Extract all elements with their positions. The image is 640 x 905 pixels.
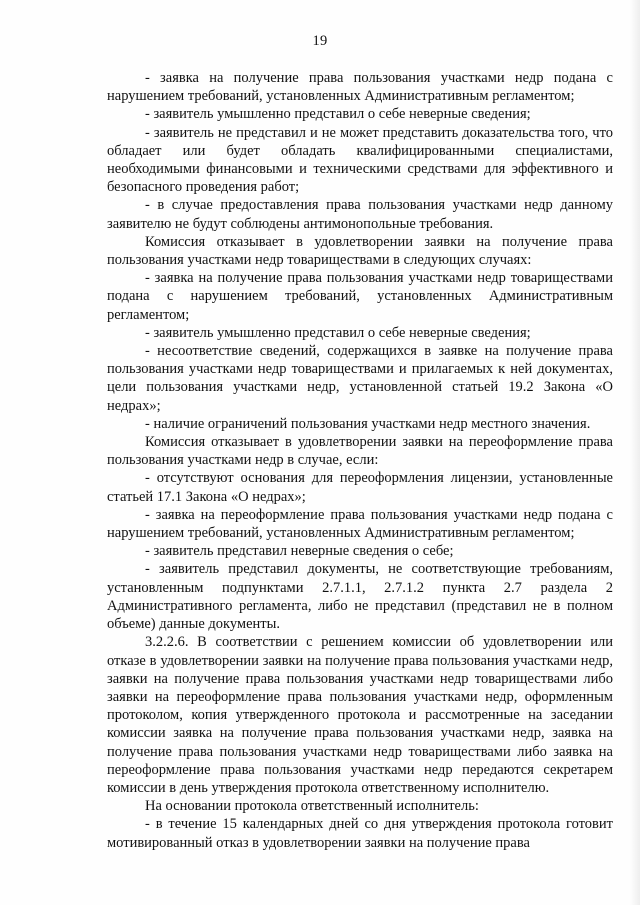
paragraph: - отсутствуют основания для переоформления лицензии, установленные статьей 17.1 Закона «О недрах»; [107,470,613,505]
paragraph: На основании протокола ответственный исполнитель: [145,798,479,815]
paragraph: - заявка на переоформление права пользования участками недр подана с нарушением требований, установленных Административным регламентом; [107,506,613,542]
page-number: 19 [312,33,328,49]
paragraph: - заявитель представил документы, не соответствующие требованиям, установленным подпунктами 2.7.1.1, 2.7.1.2 пункта 2.7 раздела 2 Административного регламента, либо не представил (представил не в полном объеме) данные документы. [107,561,613,633]
paragraph: Комиссия отказывает в удовлетворении заявки на получение права пользования участками недр товариществами в следующих случаях: [107,233,613,269]
paragraph: - заявитель представил неверные сведения о себе; [145,543,454,560]
paragraph: - заявитель умышленно представил о себе неверные сведения; [145,324,531,341]
paragraph: - в течение 15 календарных дней со дня утверждения протокола готовит мотивированный отказ в удовлетворении заявки на получение права [107,816,613,851]
page-edge-shadow [630,0,640,905]
paragraph: Комиссия отказывает в удовлетворении заявки на переоформление права пользования участками недр в случае, если: [107,434,613,469]
document-body [107,69,613,852]
paragraph: - заявитель не представил и не может представить доказательства того, что обладает или будет обладать квалифицированными специалистами, необходимыми финансовыми и техническими средствами для эффективного и безопасного проведения работ; [107,124,613,196]
paragraph: - несоответствие сведений, содержащихся в заявке на получение права пользования участками недр товариществами и прилагаемых к ней документах, цели пользования участками недр, установленной статьей 19.2 Закона «О недрах»; [107,343,613,414]
paragraph: 3.2.2.6. В соответствии с решением комиссии об удовлетворении или отказе в удовлетворении заявки на получение права пользования участками недр, заявки на получение права пользования участками недр товариществами либо заявки на переоформление права пользования участками недр, оформленным протоколом, копия утвержденного протокола и рассмотренные на заседании комиссии заявка на получение права пользования участками недр, заявка на получение права пользования участками недр товариществами либо заявка на переоформление права пользования участками недр передаются секретарем комиссии в день утверждения протокола ответственному исполнителю. [107,634,613,796]
paragraph: - заявитель умышленно представил о себе неверные сведения; [145,106,531,123]
paragraph: - заявка на получение права пользования участками недр подана с нарушением требований, установленных Административным регламентом; [107,70,613,105]
paragraph: - в случае предоставления права пользования участками недр данному заявителю не будут соблюдены антимонопольные требования. [107,197,613,232]
paragraph: - наличие ограничений пользования участками недр местного значения. [145,415,591,432]
paragraph: - заявка на получение права пользования участками недр товариществами подана с нарушением требований, установленных Административным регламентом; [107,270,613,323]
